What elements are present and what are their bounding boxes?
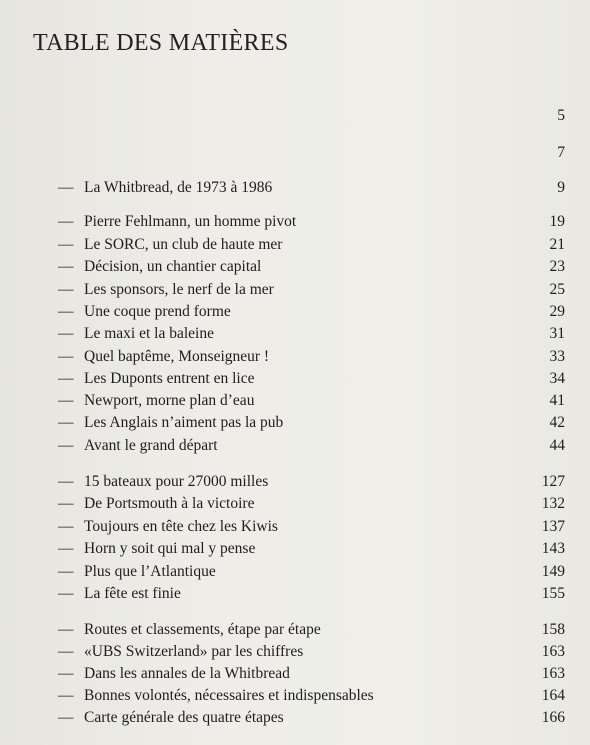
toc-entry xyxy=(0,708,590,728)
toc-entry xyxy=(0,494,590,514)
entry-title: Les Anglais n’aiment pas la pub xyxy=(84,414,284,431)
dash-marker: — xyxy=(58,473,74,490)
entry-title: Plus que l’Atlantique xyxy=(84,563,216,580)
entry-title: De Portsmouth à la victoire xyxy=(84,495,255,512)
page-number: 41 xyxy=(549,392,565,409)
toc-entry xyxy=(0,302,590,322)
entry-title: Horn y soit qui mal y pense xyxy=(84,540,256,557)
page-number: 21 xyxy=(549,236,565,253)
dash-marker: — xyxy=(58,213,74,230)
entry-title: Toujours en tête chez les Kiwis xyxy=(84,518,278,535)
page-number: 42 xyxy=(549,414,565,431)
toc-entry xyxy=(0,347,590,367)
dash-marker: — xyxy=(58,621,74,638)
page-number: 149 xyxy=(541,563,565,580)
entry-title: Une coque prend forme xyxy=(84,303,231,320)
toc-entry-front xyxy=(0,143,590,163)
entry-title: Bonnes volontés, nécessaires et indispensables xyxy=(84,687,374,704)
page-number: 31 xyxy=(549,325,565,342)
toc-entry xyxy=(0,257,590,277)
dash-marker: — xyxy=(58,303,74,320)
entry-title: La fête est finie xyxy=(84,585,181,602)
toc-entry xyxy=(0,235,590,255)
toc-entry xyxy=(0,562,590,582)
dash-marker: — xyxy=(58,281,74,298)
dash-marker: — xyxy=(58,687,74,704)
entry-title: «UBS Switzerland» par les chiffres xyxy=(84,643,304,660)
dash-marker: — xyxy=(58,392,74,409)
page-number: 158 xyxy=(541,621,565,638)
dash-marker: — xyxy=(58,437,74,454)
toc-entry xyxy=(0,620,590,640)
page-number: 7 xyxy=(557,144,565,161)
entry-title: Newport, morne plan d’eau xyxy=(84,392,255,409)
entry-title: Le maxi et la baleine xyxy=(84,325,214,342)
dash-marker: — xyxy=(58,179,74,196)
toc-entry xyxy=(0,436,590,456)
page-number: 163 xyxy=(541,643,565,660)
toc-entry xyxy=(0,642,590,662)
page-number: 143 xyxy=(541,540,565,557)
dash-marker: — xyxy=(58,348,74,365)
dash-marker: — xyxy=(58,518,74,535)
dash-marker: — xyxy=(58,495,74,512)
entry-title: La Whitbread, de 1973 à 1986 xyxy=(84,179,273,196)
entry-title: 15 bateaux pour 27000 milles xyxy=(84,473,269,490)
toc-entry xyxy=(0,539,590,559)
toc-entry xyxy=(0,369,590,389)
dash-marker: — xyxy=(58,563,74,580)
dash-marker: — xyxy=(58,709,74,726)
page-number: 164 xyxy=(541,687,565,704)
entry-title: Dans les annales de la Whitbread xyxy=(84,665,290,682)
toc-entry xyxy=(0,324,590,344)
toc-entry xyxy=(0,178,590,198)
dash-marker: — xyxy=(58,370,74,387)
dash-marker: — xyxy=(58,258,74,275)
toc-entry xyxy=(0,391,590,411)
entry-title: Routes et classements, étape par étape xyxy=(84,621,321,638)
toc-entry xyxy=(0,584,590,604)
page-number: 163 xyxy=(541,665,565,682)
toc-entry xyxy=(0,686,590,706)
page-number: 34 xyxy=(549,370,565,387)
dash-marker: — xyxy=(58,665,74,682)
toc-entry xyxy=(0,212,590,232)
page-number: 44 xyxy=(549,437,565,454)
dash-marker: — xyxy=(58,643,74,660)
entry-title: Décision, un chantier capital xyxy=(84,258,262,275)
page-number: 25 xyxy=(549,281,565,298)
page-number: 155 xyxy=(541,585,565,602)
entry-title: Les sponsors, le nerf de la mer xyxy=(84,281,274,298)
toc-entry-front xyxy=(0,106,590,126)
page-number: 23 xyxy=(549,258,565,275)
dash-marker: — xyxy=(58,414,74,431)
dash-marker: — xyxy=(58,236,74,253)
page-number: 166 xyxy=(541,709,565,726)
page-number: 137 xyxy=(541,518,565,535)
page-number: 33 xyxy=(549,348,565,365)
entry-title: Quel baptême, Monseigneur ! xyxy=(84,348,270,365)
page-number: 132 xyxy=(541,495,565,512)
toc-entry xyxy=(0,517,590,537)
entry-title: Pierre Fehlmann, un homme pivot xyxy=(84,213,297,230)
entry-title: Les Duponts entrent en lice xyxy=(84,370,255,387)
dash-marker: — xyxy=(58,585,74,602)
toc-entry xyxy=(0,280,590,300)
toc-entry xyxy=(0,472,590,492)
page-number: 5 xyxy=(557,107,565,124)
page-number: 19 xyxy=(549,213,565,230)
dash-marker: — xyxy=(58,540,74,557)
page-number: 9 xyxy=(557,179,565,196)
entry-title: Carte générale des quatre étapes xyxy=(84,709,284,726)
entry-title: Le SORC, un club de haute mer xyxy=(84,236,283,253)
page-number: 127 xyxy=(541,473,565,490)
page-title: TABLE DES MATIÈRES xyxy=(33,30,289,56)
dash-marker: — xyxy=(58,325,74,342)
page-number: 29 xyxy=(549,303,565,320)
entry-title: Avant le grand départ xyxy=(84,437,218,454)
toc-entry xyxy=(0,664,590,684)
toc-entry xyxy=(0,413,590,433)
